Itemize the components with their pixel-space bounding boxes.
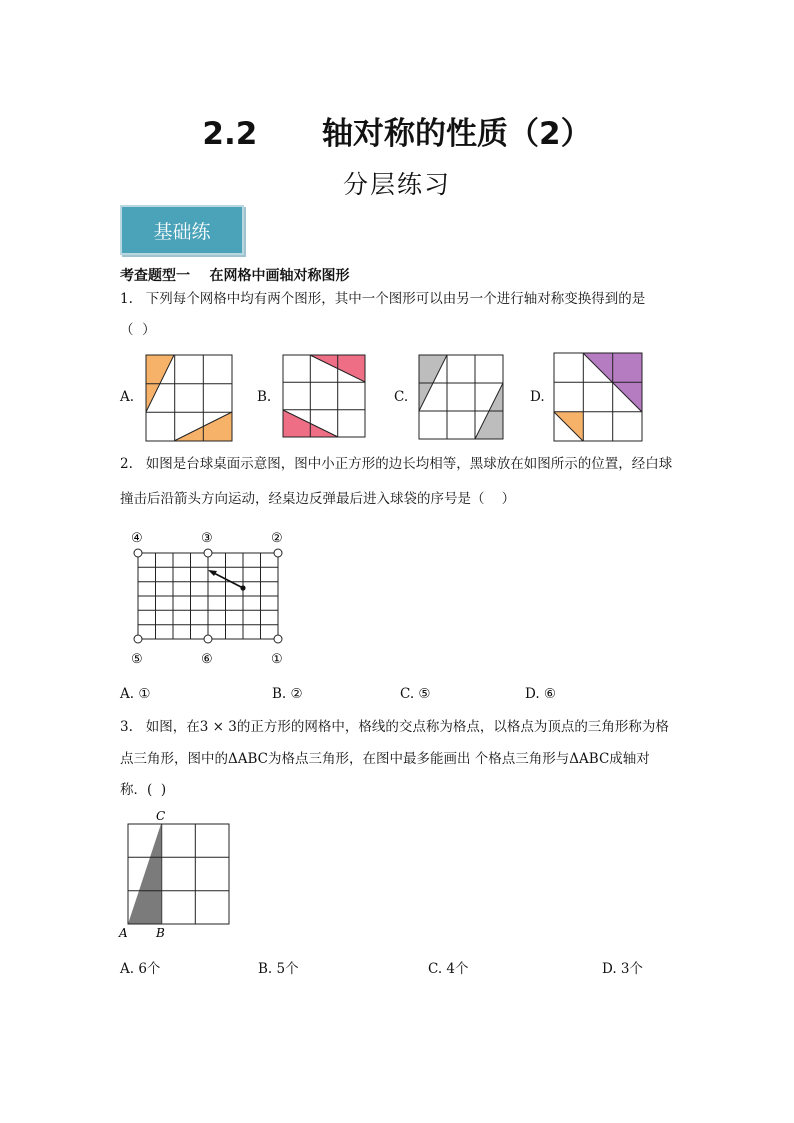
q2-option-c: C. ⑤: [400, 686, 431, 702]
q1-option-a-figure: [146, 355, 232, 441]
vertex-b-label: B: [156, 926, 165, 940]
q2-option-b: B. ②: [272, 686, 303, 702]
lattice-triangle-figure: [115, 806, 240, 941]
q1-option-b-figure: [283, 355, 365, 437]
vertex-a-label: A: [119, 926, 128, 940]
arrow-head: [208, 570, 217, 576]
vertex-c-label: C: [156, 809, 166, 823]
question-2-line-1: 2. 如图是台球桌面示意图，图中小正方形的边长均相等，黑球放在如图所示的位置，经白球: [120, 456, 673, 472]
question-1-line-2: （ ）: [120, 322, 156, 338]
pocket-label-1: ①: [271, 652, 283, 667]
q3-option-c: C. 4个: [428, 961, 469, 977]
pocket-label-2: ②: [271, 531, 283, 546]
q3-option-a: A. 6个: [120, 961, 161, 977]
pocket-label-6: ⑥: [201, 652, 213, 667]
pocket-label-5: ⑤: [131, 652, 143, 667]
question-1-line-1: 1. 下列每个网格中均有两个图形，其中一个图形可以由另一个进行轴对称变换得到的是: [120, 291, 646, 307]
section-heading: 考查题型一 在网格中画轴对称图形: [120, 268, 350, 284]
q3-option-d: D. 3个: [602, 961, 644, 977]
page-subtitle: 分层练习: [342, 170, 451, 199]
billiard-table-figure: [120, 525, 300, 670]
q1-option-c-figure: [419, 355, 503, 439]
q3-option-b: B. 5个: [258, 961, 299, 977]
black-ball: [240, 585, 245, 590]
q1-option-b-label: B.: [257, 389, 272, 405]
question-3-line-1: 3. 如图，在3 × 3的正方形的网格中，格线的交点称为格点，以格点为顶点的三角形称为格: [120, 719, 669, 735]
triangle-abc: [128, 824, 161, 924]
q2-option-a: A. ①: [120, 686, 151, 702]
question-3-line-3: 称．( ): [120, 782, 167, 798]
question-2-line-2: 撞击后沿箭头方向运动，经桌边反弹最后进入球袋的序号是（ ）: [120, 491, 516, 507]
q1-option-d-figure: [554, 353, 642, 441]
question-3-line-2: 点三角形，图中的ΔABC为格点三角形，在图中最多能画出 个格点三角形与ΔABC成轴对: [120, 751, 650, 767]
q1-option-c-label: C.: [394, 389, 409, 405]
level-badge: 基础练: [120, 205, 244, 255]
page-title: 2.2 轴对称的性质（2）: [202, 116, 592, 152]
q1-option-d-label: D.: [530, 389, 545, 405]
pocket-label-3: ③: [201, 531, 213, 546]
q2-option-d: D. ⑥: [525, 686, 557, 702]
pocket-label-4: ④: [131, 531, 143, 546]
q1-option-a-label: A.: [120, 389, 135, 405]
